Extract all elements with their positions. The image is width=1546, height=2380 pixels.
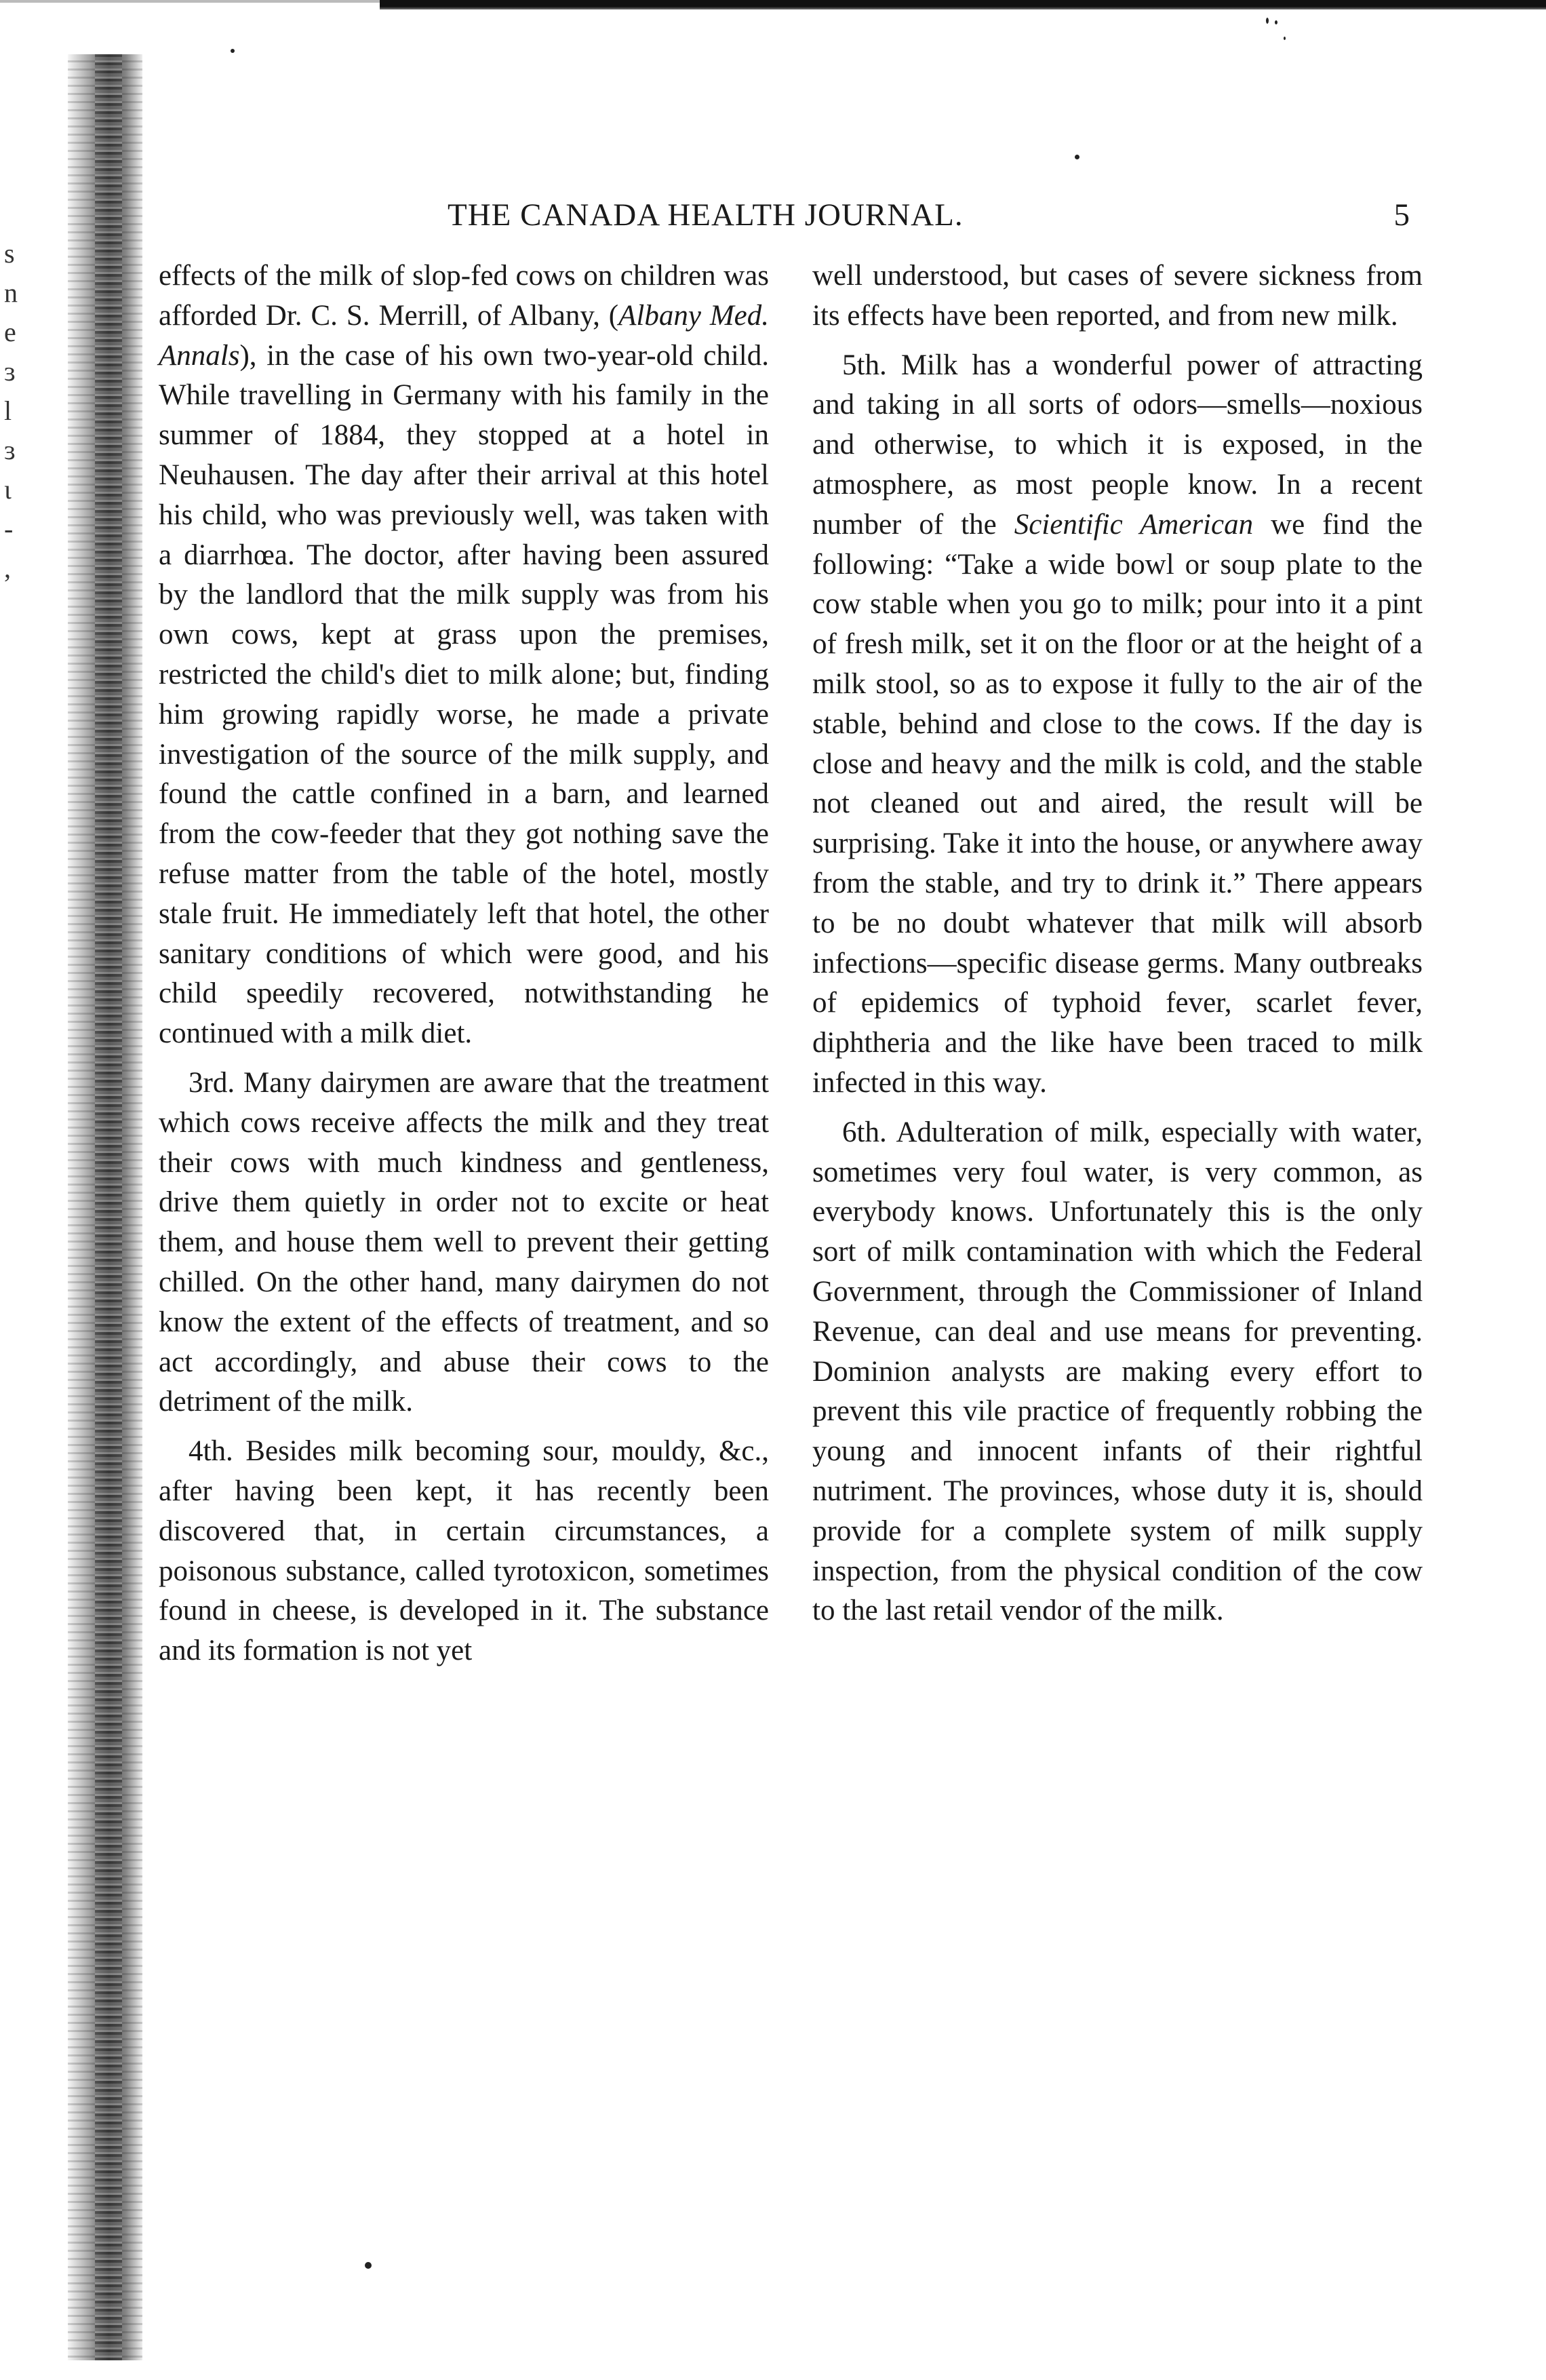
paragraph-text: effects of the milk of slop-fed cows on children was afforded Dr. C. S. Merrill, of Albany, ( xyxy=(159,260,769,332)
scan-top-edge-dark xyxy=(380,0,1546,9)
para-3rd xyxy=(159,1064,769,1422)
speck xyxy=(1275,20,1277,24)
paragraph-text: well understood, but cases of severe sickness from its effects have been reported, and from new milk. xyxy=(812,260,1423,332)
facing-page-letter: ɩ xyxy=(4,474,12,505)
speck xyxy=(365,2262,372,2269)
paragraph-text: 6th. Adulteration of milk, especially with water, sometimes very foul water, is very common, as everybody knows. Unfortunately this is the only sort of milk contamination with which the Federal Government, through the Commissioner of Inland Revenue, can deal and use means for preventing. Dominion analysts are making every effort to prevent this vile practice of frequently robbing the young and innocent infants of their rightful nutriment. The provinces, whose duty it is, should provide for a complete system of milk supply inspection, from the physical condition of the cow to the last retail vendor of the milk. xyxy=(812,1116,1423,1627)
facing-page-letter: ɜ xyxy=(4,356,16,387)
paragraph-text: we find the following: “Take a wide bowl or soup plate to the cow stable when you go to milk; pour into it a pint of fresh milk, set it on the floor or at the height of a milk stool, so as to expose it fully to the air of the stable, behind and close to the cows. If the day is close and heavy and the milk is cold, and the stable not cleaned out and aired, the result will be surprising. Take it into the house, or anywhere away from the stable, and try to drink it.” There appears to be no doubt whatever that milk will absorb infections—specific disease germs. Many outbreaks of epidemics of typhoid fever, scarlet fever, diphtheria and the like have been traced to milk infected in this way. xyxy=(812,508,1423,1099)
facing-page-letter: e xyxy=(4,317,16,347)
speck xyxy=(1266,18,1269,24)
italic-title: Scientific American xyxy=(1014,508,1254,541)
facing-page-letter: n xyxy=(4,277,18,308)
page-number: 5 xyxy=(1393,197,1410,233)
facing-page-letter: ɜ xyxy=(4,435,16,465)
page-gutter-binding xyxy=(95,54,122,2360)
facing-page-letter: s xyxy=(4,238,15,269)
speck xyxy=(1075,155,1079,159)
para-milk-slop-fed xyxy=(159,256,769,1054)
facing-page-letters xyxy=(4,234,31,588)
paragraph-text: ), in the case of his own two-year-old child. While travelling in Germany with his family in the summer of 1884, they stopped at a hotel in Neuhausen. The day after their arrival at this hotel his child, who was previously well, was taken with a diarrhœa. The doctor, after having been assured by the landlord that the milk supply was from his own cows, kept at grass upon the premises, restricted the child's diet to milk alone; but, finding him growing rapidly worse, he made a private investigation of the source of the milk supply, and found the cattle confined in a barn, and learned from the cow-feeder that they got nothing save the refuse matter from the table of the hotel, mostly stale fruit. He immediately left that hotel, the other sanitary conditions of which were good, and his child speedily recovered, notwithstanding he continued with a milk diet. xyxy=(159,339,769,1050)
speck xyxy=(1284,37,1286,40)
speck xyxy=(231,49,235,53)
paragraph-text: 5th. Milk has a wonderful power of attracting and taking in all sorts of odors—smells—noxious and otherwise, to which it is exposed, in the atmosphere, as most people know. In a recent number of the xyxy=(812,349,1423,541)
journal-title: THE CANADA HEALTH JOURNAL. xyxy=(448,197,964,233)
para-6th xyxy=(812,1113,1423,1631)
facing-page-letter: , xyxy=(4,553,11,583)
italic-title: Albany Med. Annals xyxy=(159,299,769,372)
text-column-right xyxy=(812,256,1423,1631)
text-column-left xyxy=(159,256,769,1671)
para-continued xyxy=(812,256,1423,336)
scan-top-edge-light xyxy=(0,0,380,3)
running-header xyxy=(448,197,1410,237)
paragraph-text: 4th. Besides milk becoming sour, mouldy, &c., after having been kept, it has recently been discovered that, in certain circumstances, a poisonous substance, called tyrotoxicon, sometimes found in cheese, is developed in it. The substance and its formation is not yet xyxy=(159,1435,769,1667)
facing-page-letter: - xyxy=(4,513,14,544)
facing-page-letter: l xyxy=(4,395,12,426)
para-4th xyxy=(159,1432,769,1671)
paragraph-text: 3rd. Many dairymen are aware that the treatment which cows receive affects the milk and they treat their cows with much kindness and gentleness, drive them quietly in order not to excite or heat them, and house them well to prevent their getting chilled. On the other hand, many dairymen do not know the extent of the effects of treatment, and so act accordingly, and abuse their cows to the detriment of the milk. xyxy=(159,1066,769,1418)
para-5th xyxy=(812,346,1423,1104)
